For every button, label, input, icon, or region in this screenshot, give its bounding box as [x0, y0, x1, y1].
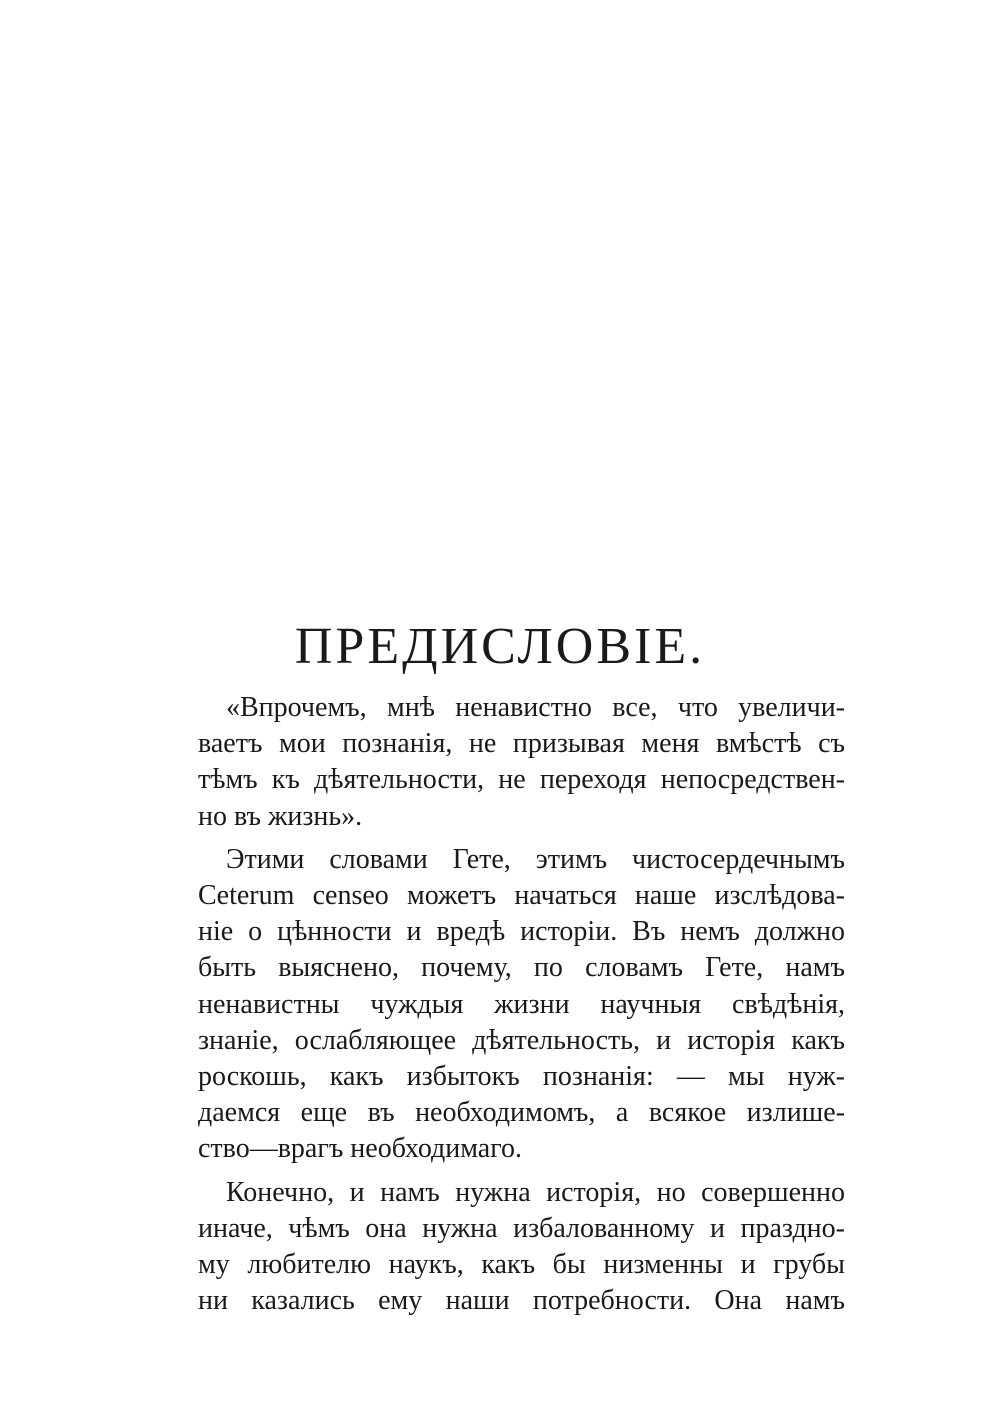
text-line: Конечно, и намъ нужна исторія, но совершенно	[226, 1176, 845, 1208]
text-line: ство—врагъ необходимаго.	[198, 1133, 522, 1165]
text-line: ни казались ему наши потребности. Она намъ	[198, 1285, 845, 1317]
text-line: быть выяснено, почему, по словамъ Гете, намъ	[198, 952, 845, 984]
text-line: му любителю наукъ, какъ бы низменны и грубы	[198, 1249, 845, 1281]
text-line: ніе о цѣнности и вредѣ исторіи. Въ немъ должно	[198, 916, 845, 948]
text-line: «Впрочемъ, мнѣ ненавистно все, что увеличи-	[226, 692, 845, 723]
paragraph-3	[170, 1175, 845, 1320]
text-line: даемся еще въ необходимомъ, а всякое излише-	[198, 1097, 845, 1129]
text-line: иначе, чѣмъ она нужна избалованному и праздно-	[198, 1212, 845, 1244]
text-line: ваетъ мои познанія, не призывая меня вмѣстѣ съ	[198, 728, 845, 760]
paragraph-1	[170, 690, 845, 835]
body-text	[170, 690, 845, 1326]
text-line: тѣмъ къ дѣятельности, не переходя непосредствен-	[198, 764, 845, 796]
text-line: Ceterum censeo можетъ начаться наше изслѣдова-	[198, 880, 845, 912]
text-line: но въ жизнь».	[198, 800, 363, 832]
paragraph-2	[170, 842, 845, 1168]
text-line: Этими словами Гете, этимъ чистосердечнымъ	[226, 843, 845, 875]
text-line: роскошь, какъ избытокъ познанія: — мы нуж-	[198, 1061, 845, 1093]
text-line: знаніе, ослабляющее дѣятельность, и исторія какъ	[198, 1024, 845, 1056]
text-line: ненавистны чуждыя жизни научныя свѣдѣнія,	[198, 988, 845, 1020]
page-title: ПРЕДИСЛОВІЕ.	[294, 617, 706, 675]
